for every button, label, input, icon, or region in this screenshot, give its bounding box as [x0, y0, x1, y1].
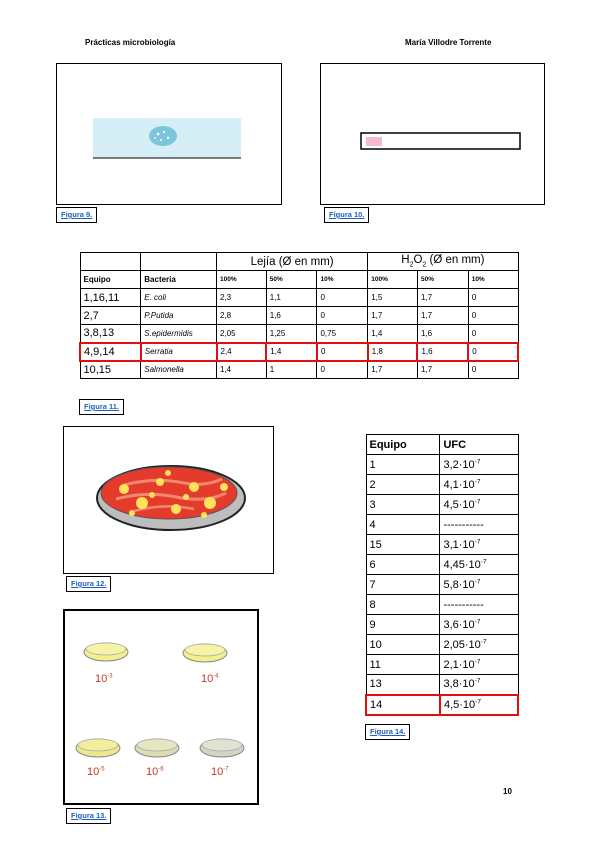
equipo-cell: 4	[366, 515, 440, 535]
table-row	[366, 535, 518, 555]
bacteria-cell: Serratia	[141, 343, 217, 361]
ufc-cell: $4,1\cdot 10^{-7}$	[440, 475, 518, 495]
ufc-cell: $2,1\cdot 10^{-7}$	[440, 655, 518, 675]
table-header-row	[366, 435, 518, 455]
value-cell: 1,7	[417, 307, 468, 325]
equipo-cell: 13	[366, 675, 440, 695]
ufc-cell: -----------	[440, 515, 518, 535]
value-cell: 0	[468, 289, 518, 307]
bacteria-cell: Salmonella	[141, 361, 217, 379]
plate-5	[200, 739, 244, 757]
table-row-highlighted	[80, 343, 518, 361]
figure-9-box	[56, 63, 282, 205]
table-row	[80, 289, 518, 307]
value-cell: 0	[468, 343, 518, 361]
equipo-cell: 9	[366, 615, 440, 635]
ufc-table	[365, 434, 519, 716]
equipo-cell: 1	[366, 455, 440, 475]
value-cell: 0	[317, 307, 368, 325]
header-course: Prácticas microbiología	[85, 38, 176, 47]
ufc-cell: $3,1\cdot 10^{-7}$	[440, 535, 518, 555]
table-group-header-row	[80, 253, 518, 271]
value-cell: 2,4	[217, 343, 267, 361]
col-pct-header: 50%	[266, 271, 317, 289]
table-row	[80, 307, 518, 325]
ufc-cell: $2,05\cdot 10^{-7}$	[440, 635, 518, 655]
value-cell: 0	[317, 361, 368, 379]
ufc-cell: $4,45\cdot 10^{-7}$	[440, 555, 518, 575]
ufc-cell: $4,5\cdot 10^{-7}$	[440, 495, 518, 515]
value-cell: 1,6	[417, 325, 468, 343]
value-cell: 0	[468, 307, 518, 325]
table-row	[366, 675, 518, 695]
lejia-group-header: Lejía (Ø en mm)	[217, 253, 368, 271]
plate-1	[84, 643, 128, 661]
value-cell: 1,7	[368, 307, 418, 325]
table-row	[366, 655, 518, 675]
figure-12-box	[63, 426, 274, 574]
table-row	[80, 325, 518, 343]
ufc-cell: $3,8\cdot 10^{-7}$	[440, 675, 518, 695]
figure-12-image	[64, 427, 273, 573]
figure-9-image	[57, 64, 281, 204]
value-cell: 1,1	[266, 289, 317, 307]
dilution-label: $10^{-3}$	[95, 673, 113, 685]
table-row	[80, 361, 518, 379]
dilution-label: $10^{-4}$	[201, 673, 219, 685]
col-pct-header: 10%	[317, 271, 368, 289]
col-bacteria-header: Bacteria	[141, 271, 217, 289]
equipo-cell: 8	[366, 595, 440, 615]
figure-13-caption: Figura 13.	[66, 808, 111, 824]
figure-11-caption: Figura 11.	[79, 399, 124, 415]
table-row	[366, 575, 518, 595]
dilution-label: $10^{-7}$	[211, 766, 229, 778]
value-cell: 1,4	[217, 361, 267, 379]
dilution-label: $10^{-6}$	[146, 766, 164, 778]
table-header-row	[80, 271, 518, 289]
equipo-cell: 15	[366, 535, 440, 555]
value-cell: 0	[468, 325, 518, 343]
table-row	[366, 495, 518, 515]
value-cell: 1,7	[417, 289, 468, 307]
value-cell: 1,25	[266, 325, 317, 343]
figure-10-image	[321, 64, 544, 204]
table-row	[366, 615, 518, 635]
equipo-cell: 3	[366, 495, 440, 515]
table-row	[366, 455, 518, 475]
ufc-cell: $4,5\cdot 10^{-7}$	[440, 695, 518, 715]
figure-9-caption: Figura 9.	[56, 207, 97, 223]
value-cell: 0	[317, 343, 368, 361]
value-cell: 0	[468, 361, 518, 379]
header-author: María Villodre Torrente	[405, 38, 492, 47]
ufc-cell: $5,8\cdot 10^{-7}$	[440, 575, 518, 595]
equipo-cell: 7	[366, 575, 440, 595]
table-row	[366, 555, 518, 575]
col-pct-header: 50%	[417, 271, 468, 289]
col-pct-header: 10%	[468, 271, 518, 289]
value-cell: 1,6	[266, 307, 317, 325]
figure-10-box	[320, 63, 545, 205]
figure-14-caption: Figura 14.	[365, 724, 410, 740]
equipo-cell: 11	[366, 655, 440, 675]
table-cell	[80, 253, 141, 271]
ufc-cell: -----------	[440, 595, 518, 615]
equipo-cell: 6	[366, 555, 440, 575]
equipo-cell: 4,9,14	[80, 343, 141, 361]
figure-13-box	[63, 609, 259, 805]
plate-3	[76, 739, 120, 757]
table-row-highlighted	[366, 695, 518, 715]
value-cell: 1,5	[368, 289, 418, 307]
value-cell: 2,3	[217, 289, 267, 307]
h2o2-group-header: $H_2O_2$ (Ø en mm)	[368, 253, 518, 271]
col-pct-header: 100%	[217, 271, 267, 289]
dilution-label: $10^{-5}$	[87, 766, 105, 778]
equipo-cell: 10	[366, 635, 440, 655]
bacteria-cell: S.epidermidis	[141, 325, 217, 343]
value-cell: 1	[266, 361, 317, 379]
bacteria-cell: P.Putida	[141, 307, 217, 325]
table-cell	[141, 253, 217, 271]
value-cell: 1,4	[266, 343, 317, 361]
equipo-cell: 3,8,13	[80, 325, 141, 343]
equipo-cell: 1,16,11	[80, 289, 141, 307]
table-row	[366, 635, 518, 655]
equipo-cell: 2,7	[80, 307, 141, 325]
figure-10-caption: Figura 10.	[324, 207, 369, 223]
col-equipo-header: Equipo	[366, 435, 440, 455]
value-cell: 1,7	[417, 361, 468, 379]
plate-4	[135, 739, 179, 757]
page-number: 10	[503, 787, 512, 796]
figure-12-caption: Figura 12.	[66, 576, 111, 592]
bacteria-cell: E. coli	[141, 289, 217, 307]
equipo-cell: 2	[366, 475, 440, 495]
value-cell: 1,6	[417, 343, 468, 361]
value-cell: 1,4	[368, 325, 418, 343]
col-pct-header: 100%	[368, 271, 418, 289]
ufc-cell: $3,2\cdot 10^{-7}$	[440, 455, 518, 475]
value-cell: 2,05	[217, 325, 267, 343]
value-cell: 0	[317, 289, 368, 307]
value-cell: 1,7	[368, 361, 418, 379]
col-equipo-header: Equipo	[80, 271, 141, 289]
inhibition-table	[79, 252, 519, 379]
table-row	[366, 515, 518, 535]
equipo-cell: 10,15	[80, 361, 141, 379]
value-cell: 1,8	[368, 343, 418, 361]
value-cell: 2,8	[217, 307, 267, 325]
equipo-cell: 14	[366, 695, 440, 715]
table-row	[366, 595, 518, 615]
col-ufc-header: UFC	[440, 435, 518, 455]
plate-2	[183, 644, 227, 662]
value-cell: 0,75	[317, 325, 368, 343]
table-row	[366, 475, 518, 495]
ufc-cell: $3,6\cdot 10^{-7}$	[440, 615, 518, 635]
